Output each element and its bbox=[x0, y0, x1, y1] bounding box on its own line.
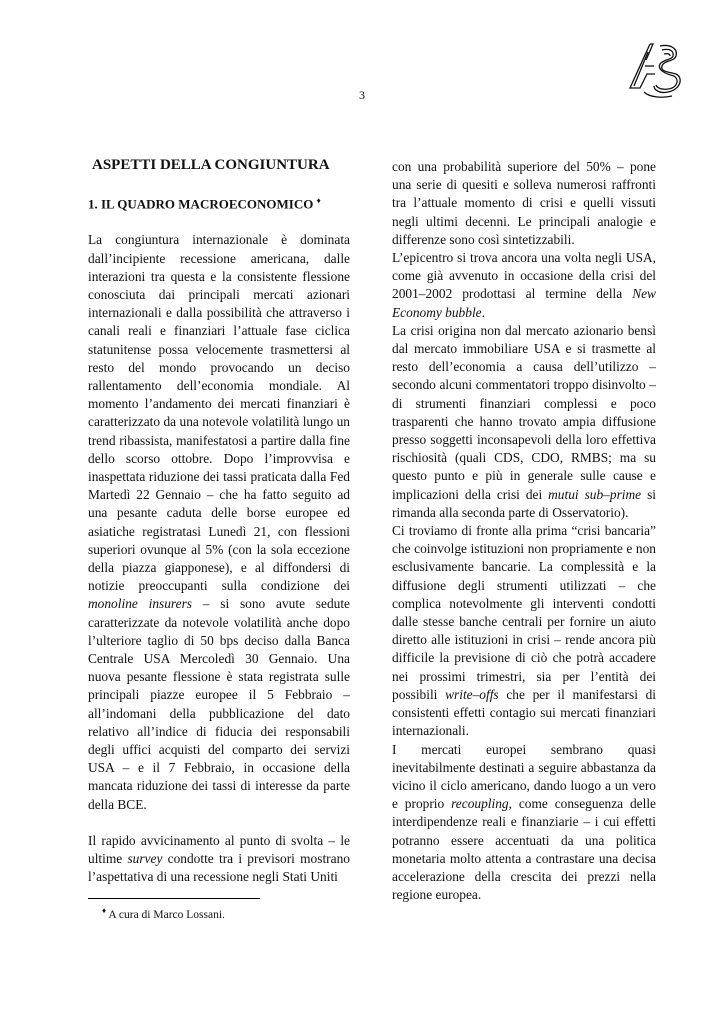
footnote bbox=[102, 906, 225, 921]
text-run: I mercati europei sembrano quasi inevitabilmente destinati a seguire abbastanza da vicino il ciclo americano, dando luogo a un vero e proprio bbox=[392, 741, 656, 812]
text-run: La crisi origina non dal mercato azionario bensì dal mercato immobiliare USA e si trasmette al resto dell’economia a causa dell’utilizzo – secondo alcuni commentatori troppo disinvolto – di strumenti finanziari complessi e poco trasparenti che hanno trovato ampia diffusione presso soggetti inconsapevoli della loro effettiva rischiosità (quali CDS, CDO, RMBS; ma su questo punto e più in generale sulle cause e implicazioni della crisi dei bbox=[392, 322, 656, 502]
page-title: ASPETTI DELLA CONGIUNTURA bbox=[92, 157, 330, 173]
text-run: Ci troviamo di fronte alla prima “crisi bancaria” che coinvolge istituzioni non propriamente e non esclusivamente bancarie. La complessità e la diffusione degli strumenti utilizzati – che complica notevolmente gli interventi condotti dalle stesse banche centrali per fornire un aiuto diretto alle istituzioni in crisi – rende ancora più difficile la previsione di ciò che potrà accadere nei prossimi trimestri, sia per l’entità dei possibili bbox=[392, 523, 656, 702]
italic-term: survey bbox=[127, 851, 163, 867]
paragraph bbox=[392, 522, 656, 740]
footnote-marker: ♦ bbox=[316, 196, 321, 205]
text-run: che per il manifestarsi di consistenti effetti contagio sui mercati finanziari internazionali. bbox=[392, 686, 657, 739]
section-title: 1. IL QUADRO MACROECONOMICO bbox=[88, 196, 314, 212]
text-run: Il rapido avvicinamento al punto di svolta – le ultime bbox=[88, 832, 350, 867]
left-column bbox=[88, 155, 350, 886]
text-run: condotte tra i previsori mostrano l’aspettativa di una recessione negli Stati Uniti bbox=[88, 851, 350, 885]
text-run: – si sono avute sedute caratterizzate da notevole volatilità anche dopo l’ulteriore taglio di 50 bps deciso dalla Banca Centrale USA Mercoledì 30 Gennaio. Una nuova pesante flessione è stata registrata sulle principali piazze europee il 5 Febbraio – all’indomani della pubblicazione del dato relativo all’indice di fiducia dei responsabili degli uffici acquisti del comparto dei servizi USA – e il 7 Febbraio, in occasione della mancata riduzione dei tassi di interesse da parte della BCE. bbox=[88, 596, 350, 812]
paragraph bbox=[392, 741, 656, 905]
paragraph bbox=[392, 322, 656, 522]
footnote-marker: ♦ bbox=[102, 906, 107, 915]
section-heading bbox=[88, 192, 350, 213]
text-run: , come conseguenza delle interdipendenze reali e finanziarie – i cui effetti potranno essere accentuati da una politica monetaria molto attenta a contrastare una decisa accelerazione della crescita dei prezzi nella regione europea. bbox=[392, 796, 656, 903]
paragraph bbox=[88, 832, 350, 887]
paragraph bbox=[88, 231, 350, 814]
italic-term: write–offs bbox=[445, 686, 499, 702]
text-run: si rimanda alla seconda parte di Osservatorio). bbox=[392, 486, 656, 520]
text-run: . bbox=[481, 304, 485, 320]
footnote-text: A cura di Marco Lossani. bbox=[106, 908, 225, 921]
paragraph: con una probabilità superiore del 50% – pone una serie di quesiti e solleva numerosi raffronti tra l’attuale momento di crisi e quelli vissuti negli ultimi decenni. Le principali analogie e differenze sono così sintetizzabili. bbox=[392, 159, 656, 247]
text-run: La congiuntura internazionale è dominata dall’incipiente recessione americana, dalle interazioni tra questa e la consistente flessione conosciuta dai principali mercati azionari internazionali e dalla possibilità che attraverso i canali reali e finanziari l’attuale fase ciclica statunitense possa velocemente trasmettersi al resto del mondo provocando un deciso rallentamento dell’economia mondiale. Al momento l’andamento dei mercati finanziari è caratterizzato da una notevole volatilità lungo un trend ribassista, manifestatosi a partire dalla fine dello scorso ottobre. Dopo l’improvvisa e inaspettata riduzione dei tassi praticata dalla Fed Martedì 22 Gennaio – che ha fatto seguito ad una pesante caduta delle borse europee ed asiatiche registratasi Lunedì 21, con flessioni superiori ovunque al 5% (con la sola eccezione della piazza giapponese), e al diffondersi di notizie preoccupanti sulla condizione dei bbox=[88, 232, 350, 594]
page-number: 3 bbox=[359, 88, 365, 102]
right-column bbox=[392, 158, 656, 904]
italic-term: mutui sub–prime bbox=[548, 486, 642, 502]
italic-term: monoline insurers bbox=[88, 596, 193, 612]
abi-logo-icon bbox=[624, 42, 684, 100]
italic-term: recoupling bbox=[451, 796, 509, 812]
text-run: L’epicentro si trova ancora una volta negli USA, come già avvenuto in occasione della crisi del 2001–2002 prodottasi al termine della bbox=[392, 250, 656, 302]
paragraph bbox=[392, 249, 656, 322]
footnote-divider bbox=[88, 898, 260, 899]
italic-term: New Economy bubble bbox=[392, 286, 656, 320]
